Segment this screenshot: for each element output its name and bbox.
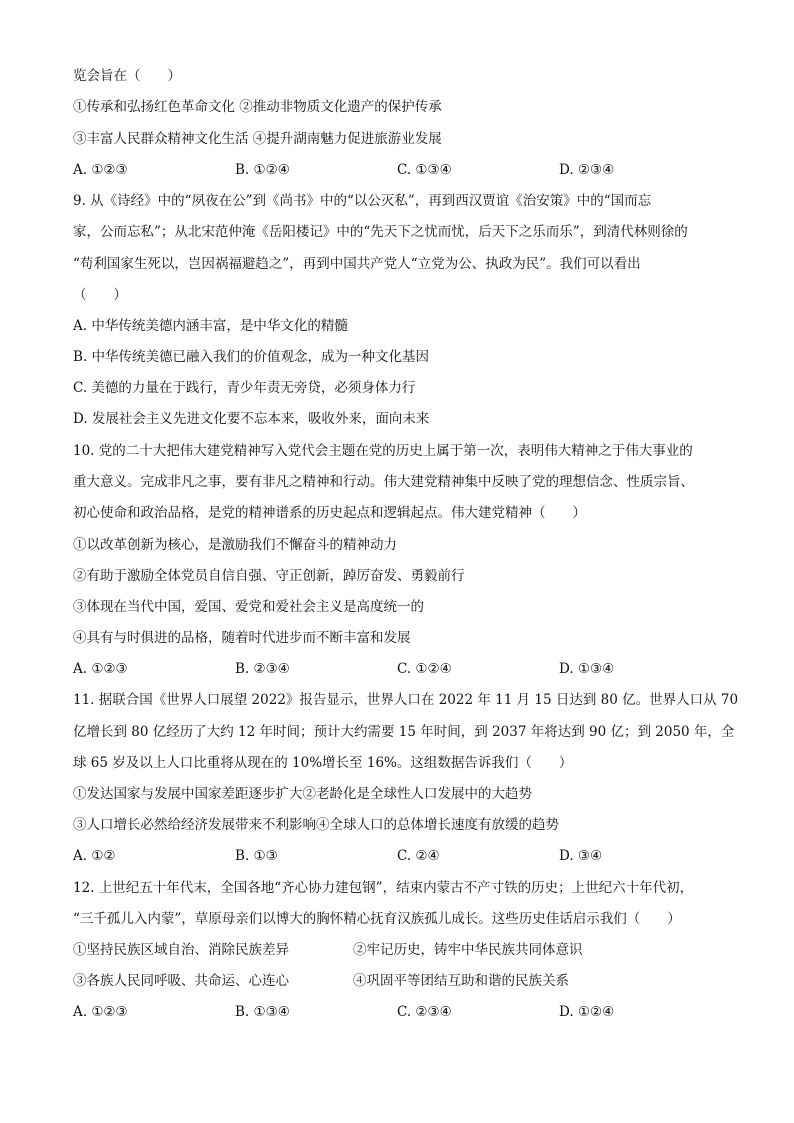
q10-stem-line-3: 初心使命和政治品格，是党的精神谱系的历史起点和逻辑起点。伟大建党精神（ ）	[73, 505, 586, 521]
q12-statement-3: ③各族人民同呼吸、共命运、心连心	[73, 973, 289, 989]
q10-option-d: D. ①③④	[559, 661, 615, 677]
q11-stem-line-2: 亿增长到 80 亿经历了大约 12 年时间；预计大约需要 15 年时间，到 2037 年将达到 90 亿；到 2050 年，全	[73, 724, 735, 740]
q12-option-b: B. ①③④	[235, 1004, 290, 1020]
q12-statement-4: ④巩固平等团结互助和谐的民族关系	[353, 973, 569, 989]
q11-option-c: C. ②④	[397, 848, 440, 864]
q8-statement-3-4: ③丰富人民群众精神文化生活 ④提升湖南魅力促进旅游业发展	[73, 131, 442, 147]
q8-options	[73, 160, 733, 180]
q10-options	[73, 659, 733, 679]
q12-option-d: D. ①②④	[559, 1004, 615, 1020]
q8-option-c: C. ①③④	[397, 162, 452, 178]
q8-option-a: A. ①②③	[73, 162, 128, 178]
q10-option-b: B. ②③④	[235, 661, 290, 677]
q11-options	[73, 846, 733, 866]
q10-statement-2: ②有助于激励全体党员自信自强、守正创新，踔厉奋发、勇毅前行	[73, 568, 465, 584]
q11-statement-1-2: ①发达国家与发展中国家差距逐步扩大②老龄化是全球性人口发展中的大趋势	[73, 786, 532, 802]
q12-stem-line-1: 12. 上世纪五十年代末，全国各地“齐心协力建包钢”，结束内蒙古不产寸铁的历史；上世纪六十年代初，	[73, 880, 694, 896]
q12-statement-1: ①坚持民族区域自治、消除民族差异	[73, 942, 289, 958]
q11-statement-3-4: ③人口增长必然给经济发展带来不利影响④全球人口的总体增长速度有放缓的趋势	[73, 817, 559, 833]
q12-option-c: C. ②③④	[397, 1004, 452, 1020]
q8-stem-tail: 览会旨在（ ）	[73, 68, 181, 84]
q8-statement-1-2: ①传承和弘扬红色革命文化 ②推动非物质文化遗产的保护传承	[73, 99, 442, 115]
q11-option-b: B. ①③	[235, 848, 278, 864]
q11-option-d: D. ③④	[559, 848, 603, 864]
q8-option-d: D. ②③④	[559, 162, 615, 178]
q9-answer-blank: （ ）	[73, 287, 127, 303]
q12-option-a: A. ①②③	[73, 1004, 128, 1020]
q10-option-c: C. ①②④	[397, 661, 452, 677]
q12-statements-row-2	[73, 971, 733, 991]
q11-option-a: A. ①②	[73, 848, 116, 864]
q9-option-c: C. 美德的力量在于践行，青少年责无旁贷，必须身体力行	[73, 380, 416, 396]
q12-statements-row-1	[73, 940, 733, 960]
q11-stem-line-3: 球 65 岁及以上人口比重将从现在的 10%增长至 16%。这组数据告诉我们（ ）	[73, 755, 573, 771]
q10-stem-line-1: 10. 党的二十大把伟大建党精神写入党代会主题在党的历史上属于第一次，表明伟大精神之于伟大事业的	[73, 443, 693, 459]
q8-option-b: B. ①②④	[235, 162, 290, 178]
q12-statement-2: ②牢记历史，铸牢中华民族共同体意识	[353, 942, 583, 958]
q9-option-d: D. 发展社会主义先进文化要不忘本来，吸收外来，面向未来	[73, 411, 430, 427]
q9-stem-line-2: 家，公而忘私”；从北宋范仲淹《岳阳楼记》中的“先天下之忧而忧，后天下之乐而乐”，到清代林则徐的	[73, 224, 688, 240]
q12-options	[73, 1002, 733, 1022]
q10-stem-line-2: 重大意义。完成非凡之事，要有非凡之精神和行动。伟大建党精神集中反映了党的理想信念、性质宗旨、	[73, 474, 694, 490]
q9-option-a: A. 中华传统美德内涵丰富，是中华文化的精髓	[73, 318, 348, 334]
q12-stem-line-2: “三千孤儿入内蒙”，草原母亲们以博大的胸怀精心抚育汉族孤儿成长。这些历史佳话启示我们（ ）	[73, 911, 681, 927]
q9-option-b: B. 中华传统美德已融入我们的价值观念，成为一种文化基因	[73, 349, 430, 365]
q10-statement-1: ①以改革创新为核心，是激励我们不懈奋斗的精神动力	[73, 537, 397, 553]
q11-stem-line-1: 11. 据联合国《世界人口展望 2022》报告显示，世界人口在 2022 年 11 月 15 日达到 80 亿。世界人口从 70	[73, 692, 739, 708]
q10-option-a: A. ①②③	[73, 661, 128, 677]
q9-stem-line-3: “苟利国家生死以，岂因祸福避趋之”，再到中国共产党人“立党为公、执政为民”。我们可以看出	[73, 256, 641, 272]
q9-stem-line-1: 9. 从《诗经》中的“夙夜在公”到《尚书》中的“以公灭私”，再到西汉贾谊《治安策》中的“国而忘	[73, 193, 652, 209]
q10-statement-4: ④具有与时俱进的品格，随着时代进步而不断丰富和发展	[73, 630, 411, 646]
q10-statement-3: ③体现在当代中国，爱国、爱党和爱社会主义是高度统一的	[73, 599, 424, 615]
